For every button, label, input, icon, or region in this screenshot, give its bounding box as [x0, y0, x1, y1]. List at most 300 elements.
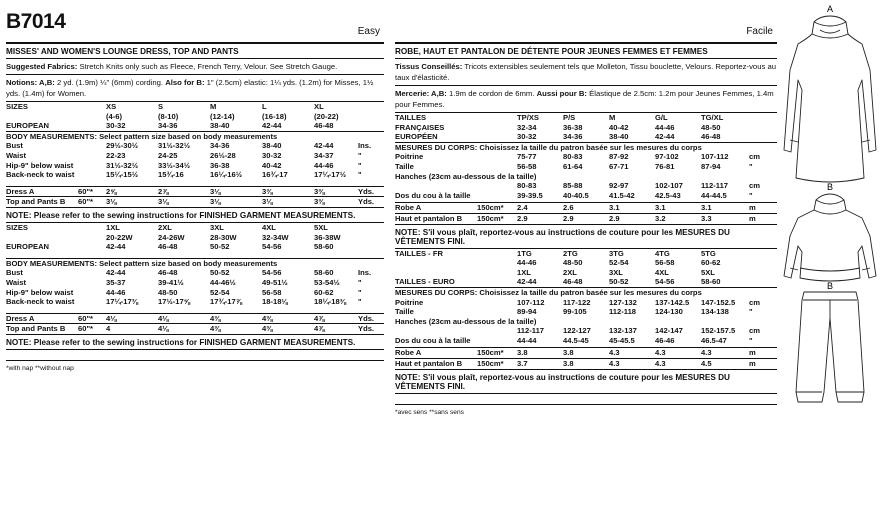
table-cell: 54-56: [262, 242, 282, 252]
table-cell: 17¼-17½: [314, 170, 347, 180]
table-cell: 34-36: [563, 132, 583, 142]
table-cell: 76-81: [655, 161, 675, 171]
table-cell: [749, 132, 777, 142]
table-cell: 29½-30½: [106, 141, 139, 151]
table-cell: Waist: [6, 150, 26, 160]
table-cell: 16¼-16½: [210, 170, 243, 180]
table-cell: ": [358, 297, 362, 307]
table-cell: 44-44: [517, 335, 537, 345]
table-cell: 3.3: [701, 213, 749, 223]
notions-also-label: Also for B:: [165, 78, 205, 87]
table-cell: TG/XL: [701, 113, 724, 122]
table-cell: 31½-32½: [158, 141, 191, 151]
table-cell: 99-105: [563, 307, 587, 317]
table-row: [6, 141, 384, 151]
table-cell: 2XL: [158, 222, 172, 232]
table-cell: 24-25: [158, 150, 178, 160]
french-column: [395, 0, 777, 416]
body-measurements-title: BODY MEASUREMENTS: Select pattern size based on body measurements: [6, 131, 384, 141]
table-row: [395, 298, 777, 308]
note-finished-measurements: NOTE: Please refer to the sewing instructions for FINISHED GARMENT MEASUREMENTS.: [6, 207, 384, 223]
table-row: [395, 181, 777, 191]
table-cell: 117-122: [563, 297, 591, 307]
table-cell: 30-32: [106, 121, 126, 131]
table-row: [395, 249, 777, 259]
table-cell: Dress A: [6, 313, 78, 324]
hanches-label: Hanches (23cm au-dessous de la taille): [395, 171, 537, 181]
table-cell: 150cm*: [477, 359, 517, 369]
table-cell: 18-18⅛: [262, 297, 288, 307]
dress-a-illustration: [784, 16, 876, 182]
table-cell: 2TG: [563, 248, 578, 258]
table-cell: Robe A: [395, 348, 477, 359]
table-cell: 36-38: [563, 122, 583, 132]
table-cell: ": [358, 160, 362, 170]
table-cell: (8-10): [158, 111, 179, 121]
table-cell: Dos du cou à la taille: [395, 190, 471, 200]
size-table-femmes: [395, 249, 777, 346]
table-cell: 18¼-18⅜: [314, 297, 347, 307]
fabrics-text: Tricots extensibles seulement tels que Molleton, Tissu bouclette, Velours. Reportez-vous au taux d'élasticité.: [395, 62, 777, 82]
table-row: [395, 307, 777, 317]
table-cell: 60-62: [314, 287, 334, 297]
table-cell: 60"*: [78, 197, 106, 207]
table-cell: m: [749, 203, 777, 214]
table-row: [6, 121, 384, 131]
table-row: [395, 268, 777, 278]
garment-illustrations: [782, 0, 880, 420]
table-cell: 3⅛: [210, 186, 262, 197]
table-cell: 2XL: [563, 267, 577, 277]
table-cell: TAILLES - FR: [395, 248, 443, 258]
table-cell: 137-142.5: [655, 297, 690, 307]
table-cell: ": [358, 277, 362, 287]
table-cell: 3.8: [563, 348, 609, 359]
table-cell: 3.8: [563, 359, 609, 369]
table-cell: (16-18): [262, 111, 287, 121]
table-cell: 4⅜: [262, 313, 314, 324]
table-row: [6, 223, 384, 233]
table-cell: XL: [314, 102, 324, 111]
table-cell: 52-54: [210, 287, 230, 297]
table-cell: EUROPEAN: [6, 242, 50, 252]
table-cell: 46.5-47: [701, 335, 727, 345]
note-finished-measurements: NOTE: S'il vous plaît, reportez-vous au instructions de couture pour les MESURES DU VÊTEMENTS FINI.: [395, 369, 777, 394]
table-cell: 75-77: [517, 152, 537, 162]
table-cell: 44-46: [517, 258, 537, 268]
table-cell: ": [358, 150, 362, 160]
table-cell: (4-6): [106, 111, 123, 121]
table-cell: 15¾-16: [158, 170, 184, 180]
table-cell: 50-52: [210, 242, 230, 252]
table-cell: 80-83: [517, 181, 537, 191]
table-row: [395, 359, 777, 369]
table-cell: 22-23: [106, 150, 126, 160]
size-table-misses: [6, 102, 384, 180]
table-cell: TAILLES - EURO: [395, 277, 455, 287]
yardage-table-femmes: [395, 347, 777, 368]
table-cell: TP/XS: [517, 113, 539, 122]
table-cell: Ins.: [358, 141, 372, 151]
table-cell: 40-42: [262, 160, 282, 170]
table-cell: 5XL: [701, 267, 715, 277]
table-cell: 112-117: [701, 181, 729, 191]
suggested-fabrics: [6, 59, 384, 75]
table-cell: 3.7: [517, 359, 563, 369]
body-measurements-title: MESURES DU CORPS: Choisissez la taille du patron basée sur les mesures du corps: [395, 287, 777, 297]
notions-label: Mercerie: A,B:: [395, 89, 447, 98]
table-row: [6, 288, 384, 298]
table-cell: 20-22W: [106, 232, 133, 242]
table-cell: ": [749, 335, 753, 345]
pants-b-illustration: [796, 292, 864, 402]
table-cell: S: [158, 102, 164, 111]
table-cell: Yds.: [358, 324, 384, 334]
table-cell: 112-117: [517, 326, 545, 336]
table-cell: 4⅜: [210, 313, 262, 324]
table-row: [395, 213, 777, 223]
table-cell: 46-48: [158, 242, 178, 252]
table-cell: 87-94: [701, 161, 721, 171]
table-cell: 50-52: [210, 268, 230, 278]
table-cell: 42-44: [517, 277, 537, 287]
table-cell: TAILLES: [395, 113, 427, 122]
table-cell: 150cm*: [477, 203, 517, 214]
table-cell: 3.1: [655, 203, 701, 214]
table-cell: (12-14): [210, 111, 235, 121]
table-cell: [6, 233, 106, 243]
table-cell: 24-26W: [158, 232, 185, 242]
table-cell: 33½-34½: [158, 160, 191, 170]
table-cell: 42-44: [655, 132, 675, 142]
note-finished-measurements: NOTE: S'il vous plaît, reportez-vous au instructions de couture pour les MESURES DU VÊTEMENTS FINI.: [395, 224, 777, 249]
table-cell: 1XL: [517, 267, 531, 277]
table-row: [6, 324, 384, 334]
table-cell: 4XL: [655, 267, 669, 277]
table-cell: SIZES: [6, 222, 28, 232]
table-cell: 3⅛: [210, 197, 262, 207]
table-cell: 60"*: [78, 186, 106, 197]
table-cell: 42.5-43: [655, 190, 681, 200]
table-cell: 38-40: [262, 141, 282, 151]
table-cell: 34-36: [158, 121, 178, 131]
table-cell: 45-45.5: [609, 335, 635, 345]
table-cell: 3⅛: [158, 197, 210, 207]
table-cell: 38-40: [609, 132, 629, 142]
table-cell: 80-83: [563, 152, 583, 162]
notions-text-2: Élastique de 2.5cm: 1.2m pour Jeunes Femmes, 1.4m pour Femmes.: [395, 89, 774, 109]
table-cell: 32-34: [517, 122, 537, 132]
table-cell: 3.1: [701, 203, 749, 214]
table-cell: Hip-9" below waist: [6, 160, 74, 170]
table-cell: 44-46: [314, 160, 334, 170]
table-cell: L: [262, 102, 267, 111]
table-cell: 39-39.5: [517, 190, 543, 200]
table-cell: 2.6: [563, 203, 609, 214]
table-cell: 42-44: [106, 242, 126, 252]
table-cell: 92-97: [609, 181, 629, 191]
table-cell: 142-147: [655, 326, 683, 336]
table-cell: 4⅜: [262, 324, 314, 334]
table-row: [395, 162, 777, 172]
table-cell: 85-88: [563, 181, 583, 191]
table-cell: Poitrine: [395, 152, 424, 162]
label-b-top: B: [827, 182, 834, 192]
table-cell: 39-41½: [158, 277, 184, 287]
difficulty-level: Easy: [357, 26, 380, 37]
table-cell: 97-102: [655, 152, 679, 162]
body-title-row: [6, 258, 384, 268]
table-cell: [358, 102, 384, 112]
table-cell: 5XL: [314, 222, 328, 232]
table-cell: 17½-17⅝: [158, 297, 191, 307]
table-cell: 1TG: [517, 248, 532, 258]
table-cell: ": [749, 307, 753, 317]
table-cell: 60-62: [701, 258, 721, 268]
table-cell: 3.8: [517, 348, 563, 359]
table-cell: [749, 123, 777, 133]
table-cell: 60"*: [78, 324, 106, 334]
notions-text: 1.9m de cordon de 6mm.: [446, 89, 537, 98]
table-cell: 4.3: [609, 348, 655, 359]
table-cell: XS: [106, 102, 117, 111]
table-cell: m: [749, 213, 777, 223]
table-cell: 4TG: [655, 248, 670, 258]
table-cell: 42-44: [262, 121, 282, 131]
top-b-illustration: [784, 194, 876, 281]
table-cell: 42-44: [314, 141, 334, 151]
table-cell: [358, 112, 384, 122]
table-cell: 4⅛: [106, 313, 158, 324]
table-cell: 2⅝: [106, 186, 158, 197]
table-cell: Dos du cou à la taille: [395, 335, 471, 345]
table-cell: 44-44.5: [701, 190, 727, 200]
table-cell: 4.3: [655, 359, 701, 369]
table-cell: 147-152.5: [701, 297, 736, 307]
table-cell: 40-42: [609, 122, 629, 132]
table-cell: 58-60: [314, 268, 334, 278]
body-measurements-title: MESURES DU CORPS: Choisissez la taille du patron basée sur les mesures du corps: [395, 142, 777, 152]
table-cell: 44-46: [106, 287, 126, 297]
table-cell: 4XL: [262, 222, 276, 232]
label-a: A: [827, 4, 834, 14]
label-b-pants: B: [827, 281, 834, 291]
table-cell: Yds.: [358, 186, 384, 197]
table-cell: cm: [749, 297, 760, 307]
table-cell: 61-64: [563, 161, 583, 171]
table-cell: 53-54½: [314, 277, 340, 287]
table-cell: Haut et pantalon B: [395, 359, 477, 369]
table-cell: Hip-9" below waist: [6, 287, 74, 297]
table-cell: Robe A: [395, 203, 477, 214]
table-cell: 124-130: [655, 307, 683, 317]
table-cell: 4.3: [609, 359, 655, 369]
table-cell: 46-48: [563, 277, 583, 287]
table-cell: 150cm*: [477, 348, 517, 359]
table-cell: 32-34W: [262, 232, 289, 242]
table-cell: P/S: [563, 113, 576, 122]
table-cell: Yds.: [358, 313, 384, 324]
table-cell: SIZES: [6, 102, 28, 111]
table-cell: 26½-28: [210, 150, 236, 160]
table-row: [395, 348, 777, 359]
table-cell: 4.5: [701, 359, 749, 369]
table-cell: (20-22): [314, 111, 339, 121]
table-cell: 102-107: [655, 181, 683, 191]
table-cell: 3XL: [609, 267, 623, 277]
table-cell: Haut et pantalon B: [395, 213, 477, 223]
yardage-table-misses: [6, 186, 384, 207]
table-cell: 4: [106, 324, 158, 334]
table-cell: Waist: [6, 277, 26, 287]
table-cell: Taille: [395, 161, 414, 171]
table-cell: 48-50: [563, 258, 583, 268]
yardage-table-jeunes-femmes: [395, 202, 777, 223]
fabrics-text: Stretch Knits only such as Fleece, French Terry, Velour. See Stretch Gauge.: [77, 62, 338, 71]
notions-text-2: 1" (2.5cm) elastic: 1¼ yds. (1.2m) for Misses, 1½ yds. (1.4m) for Women.: [6, 78, 374, 98]
footnote: *with nap **without nap: [6, 360, 384, 372]
table-row: [395, 132, 777, 142]
table-cell: 48-50: [158, 287, 178, 297]
table-cell: 34-37: [314, 150, 334, 160]
table-cell: Bust: [6, 141, 23, 151]
table-row: [395, 326, 777, 336]
table-row: [6, 297, 384, 307]
pattern-title: ROBE, HAUT ET PANTALON DE DÉTENTE POUR JEUNES FEMMES ET FEMMES: [395, 44, 777, 59]
table-cell: 4⅛: [158, 324, 210, 334]
table-cell: 134-138: [701, 307, 729, 317]
table-cell: [358, 121, 384, 131]
table-cell: 89-94: [517, 307, 537, 317]
table-row: [395, 203, 777, 214]
table-cell: Dress A: [6, 186, 78, 197]
table-cell: 42-44: [106, 268, 126, 278]
line-drawings: [782, 0, 880, 420]
table-cell: [358, 233, 384, 243]
table-row: [395, 191, 777, 201]
table-cell: 3TG: [609, 248, 624, 258]
table-cell: 3XL: [210, 222, 224, 232]
yardage-table-women: [6, 313, 384, 334]
table-cell: 30-32: [262, 150, 282, 160]
header: [395, 0, 777, 44]
difficulty-level: Facile: [746, 26, 773, 37]
table-cell: Top and Pants B: [6, 324, 78, 334]
table-cell: 4.3: [701, 348, 749, 359]
table-cell: cm: [749, 181, 760, 191]
table-cell: 58-60: [314, 242, 334, 252]
table-cell: 50-52: [609, 277, 629, 287]
table-cell: 46-46: [655, 335, 675, 345]
table-row: [395, 113, 777, 123]
table-cell: 4⅜: [210, 324, 262, 334]
table-row: [6, 268, 384, 278]
body-title-row: [6, 131, 384, 141]
table-cell: 107-112: [701, 152, 729, 162]
table-row: [6, 242, 384, 252]
table-cell: 3⅛: [106, 197, 158, 207]
table-cell: 36-38W: [314, 232, 341, 242]
table-cell: 3⅜: [314, 197, 358, 207]
notions: [6, 75, 384, 102]
table-cell: 1XL: [106, 222, 120, 232]
table-cell: [358, 223, 384, 233]
table-cell: ": [749, 190, 753, 200]
table-cell: 52-54: [609, 258, 629, 268]
table-cell: 127-132: [609, 297, 637, 307]
table-cell: [395, 268, 517, 278]
table-cell: 3⅜: [262, 186, 314, 197]
table-cell: 67-71: [609, 161, 629, 171]
table-row: [6, 112, 384, 122]
table-cell: 44.5-45: [563, 335, 589, 345]
table-row: [6, 170, 384, 180]
table-cell: Taille: [395, 307, 414, 317]
note-finished-measurements: NOTE: Please refer to the sewing instructions for FINISHED GARMENT MEASUREMENTS.: [6, 334, 384, 350]
table-cell: 4⅞: [314, 324, 358, 334]
table-row: [6, 233, 384, 243]
table-cell: 44-46: [655, 122, 675, 132]
table-cell: [358, 242, 384, 252]
table-cell: [6, 112, 106, 122]
hanches-label: Hanches (23cm au-dessous de la taille): [395, 316, 537, 326]
table-cell: Bust: [6, 268, 23, 278]
table-cell: 2.4: [517, 203, 563, 214]
table-cell: 36-38: [210, 160, 230, 170]
table-cell: 56-58: [517, 161, 537, 171]
pattern-code: B7014: [6, 10, 66, 33]
table-cell: [395, 181, 517, 191]
table-row: [6, 186, 384, 197]
table-cell: Yds.: [358, 197, 384, 207]
table-row: [6, 161, 384, 171]
table-cell: 2⅞: [158, 186, 210, 197]
table-cell: 46-48: [314, 121, 334, 131]
table-row: [395, 123, 777, 133]
table-cell: FRANÇAISES: [395, 122, 445, 132]
table-cell: ": [749, 161, 753, 171]
table-cell: [749, 268, 777, 278]
table-cell: 3.2: [655, 213, 701, 223]
table-cell: 56-58: [262, 287, 282, 297]
table-cell: 30-32: [517, 132, 537, 142]
table-cell: Poitrine: [395, 297, 424, 307]
table-cell: m: [749, 359, 777, 369]
table-cell: 28-30W: [210, 232, 237, 242]
table-cell: 48-50: [701, 122, 721, 132]
table-cell: Ins.: [358, 268, 372, 278]
table-cell: 122-127: [563, 326, 591, 336]
size-table-jeunes-femmes: [395, 113, 777, 200]
table-cell: M: [609, 113, 616, 122]
body-measurements-title: BODY MEASUREMENTS: Select pattern size based on body measurements: [6, 258, 384, 268]
table-cell: [749, 258, 777, 268]
table-cell: 60"*: [78, 313, 106, 324]
table-cell: 4⅛: [158, 313, 210, 324]
header: [6, 0, 384, 44]
table-row: [6, 151, 384, 161]
table-row: [395, 258, 777, 268]
english-column: [6, 0, 384, 372]
table-cell: 2.9: [563, 213, 609, 223]
table-cell: G/L: [655, 113, 668, 122]
table-cell: cm: [749, 326, 760, 336]
fabrics-label: Suggested Fabrics:: [6, 62, 78, 71]
table-cell: 54-56: [655, 277, 675, 287]
table-cell: ": [358, 287, 362, 297]
pattern-title: MISSES' AND WOMEN'S LOUNGE DRESS, TOP AND PANTS: [6, 44, 384, 59]
footnote: *avec sens **sans sens: [395, 404, 777, 416]
